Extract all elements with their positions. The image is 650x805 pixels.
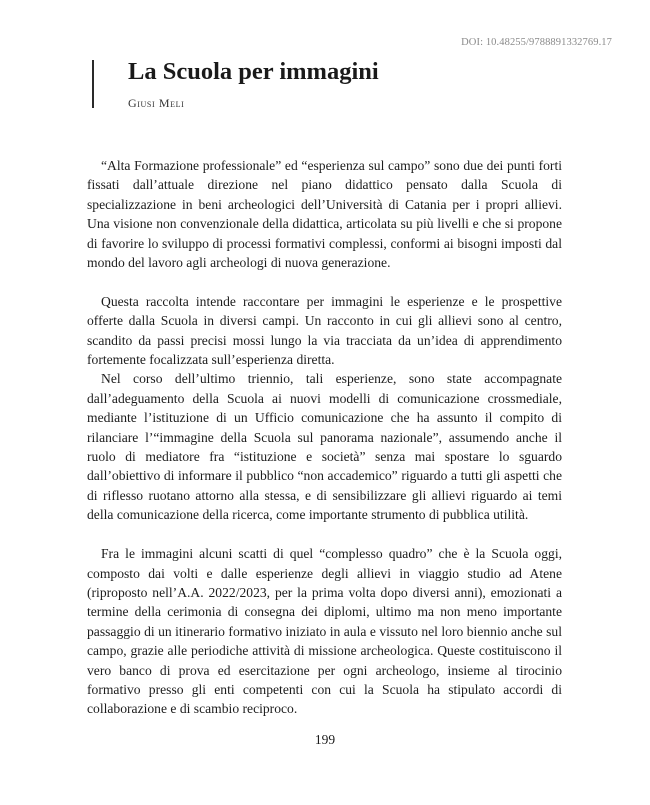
article-body	[87, 156, 562, 719]
article-title: La Scuola per immagini	[128, 58, 379, 85]
page-number: 199	[314, 732, 336, 747]
title-vertical-rule	[92, 60, 94, 108]
paragraph-2: Questa raccolta intende raccontare per immagini le esperienze e le prospettive offerte dalla Scuola in diversi campi. Un racconto in cui gli allievi sono al centro, scandito da passi precisi mossi lungo la via tracciata da un’idea di apprendimento fortemente focalizzata sull’esperienza diretta.	[87, 293, 562, 368]
article-author: Giusi Meli	[128, 96, 185, 110]
paragraph-1: “Alta Formazione professionale” ed “esperienza sul campo” sono due dei punti forti fissati dall’attuale direzione nel piano didattico pensato dalla Scuola di specializzazione in beni archeologici dell’Università di Catania per i propri allievi. Una visione non convenzionale della didattica, articolata su più livelli e che si propone di favorire lo sviluppo di processi formativi complessi, conformi ai bisogni imposti dal mondo del lavoro agli archeologi di nuova generazione.	[87, 158, 562, 271]
paragraph-4: Fra le immagini alcuni scatti di quel “complesso quadro” che è la Scuola oggi, composto dai volti e dalle esperienze degli allievi in viaggio studio ad Atene (riproposto nell’A.A. 2022/2023, per la prima volta dopo diversi anni), emozionati a termine della cerimonia di consegna dei diplomi, ultimo ma non meno importante passaggio di un itinerario formativo iniziato in aula e vissuto nel loro biennio anche sul campo, grazie alle periodiche attività di missione archeologica. Queste costituiscono il vero banco di prova ed esercitazione per ogni archeologo, insieme al tirocinio formativo presso gli enti competenti con cui la Scuola ha stipulato accordi di collaborazione e di scambio reciproco.	[87, 546, 562, 717]
paragraph-3: Nel corso dell’ultimo triennio, tali esperienze, sono state accompagnate dall’adeguamento della Scuola ai nuovi modelli di comunicazione crossmediale, mediante l’istituzione di un Ufficio comunicazione che ha assunto il compito di rilanciare l’“immagine della Scuola sul panorama nazionale”, assumendo anche il ruolo di mediatore fra “istituzione e società” senza mai spostare lo sguardo dall’obiettivo di informare il pubblico “non accademico” riguardo a tutti gli aspetti che di riflesso ruotano attorno alla stessa, e di sensibilizzare gli allievi riguardo ai temi della comunicazione della ricerca, come importante strumento di pubblica utilità.	[87, 371, 562, 523]
doi-reference: DOI: 10.48255/9788891332769.17	[461, 37, 612, 48]
